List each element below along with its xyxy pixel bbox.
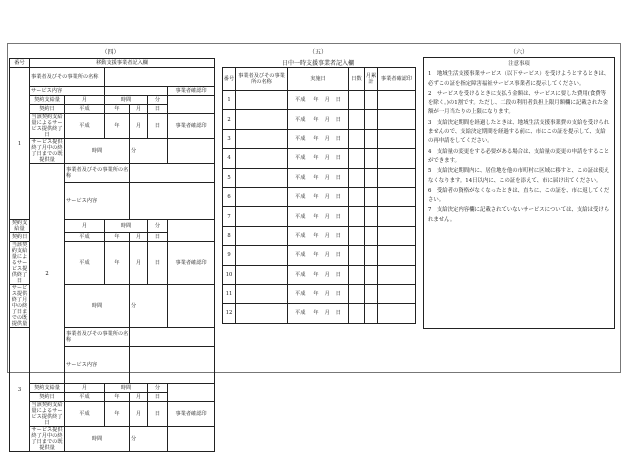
month-label: 月 <box>324 213 330 220</box>
p2-col-no: 番号 <box>223 68 236 91</box>
hours-label: 時間 <box>65 139 130 164</box>
seal-cell <box>378 246 416 265</box>
minutes-label: 分 <box>130 427 168 452</box>
p2-col-seal: 事業者確認印 <box>378 68 416 91</box>
confirm-seal-label: 事業者確認印 <box>168 114 215 139</box>
year-label: 年 <box>313 252 319 259</box>
day-label: 日 <box>148 402 168 427</box>
day-label: 日 <box>335 271 341 278</box>
era-label: 平成 <box>295 213 306 220</box>
row-number: 2 <box>223 110 236 129</box>
hours-label: 時間 <box>65 285 130 328</box>
year-label: 年 <box>105 105 130 114</box>
col-no-header: 番号 <box>10 59 30 68</box>
provider-name-cell <box>130 328 215 347</box>
seal-cell <box>378 207 416 226</box>
service-content-cell <box>105 87 168 96</box>
row-number: 11 <box>223 284 236 303</box>
day-label: 日 <box>335 97 341 104</box>
day-label: 日 <box>335 174 341 181</box>
hours-label: 時間 <box>105 384 148 393</box>
era-label: 平成 <box>295 271 306 278</box>
confirm-seal-label: 事業者確認印 <box>168 87 215 96</box>
minutes-label: 分 <box>148 96 168 105</box>
provider-cell <box>236 91 288 110</box>
seal-cell <box>168 427 215 452</box>
provider-cell <box>236 304 288 323</box>
year-label: 年 <box>313 291 319 298</box>
panel1-heading: 移動支援事業者記入欄 <box>30 59 215 68</box>
era-label: 平成 <box>65 233 105 242</box>
year-label: 年 <box>105 233 130 242</box>
days-cell <box>349 91 365 110</box>
date-cell <box>288 284 349 303</box>
date-cell <box>288 226 349 245</box>
era-label: 平成 <box>295 174 306 181</box>
monthly-total-cell <box>365 284 378 303</box>
used-amount-label: サービス提供終了月中の終了日までの既提供量 <box>10 285 30 328</box>
row-number: 7 <box>223 207 236 226</box>
end-date-label: 当該契約支給量によるサービス提供終了日 <box>31 114 63 138</box>
note-item: 2 サービスを受けるときに支払う金額は、サービスに要した費用(食費等を除く。)の1割です。ただし、二段の利用者負担上限月額欄に記載された金額が一月当たりの上限になります。 <box>428 90 609 116</box>
hours-label: 時間 <box>105 96 148 105</box>
panel2-heading: 日中一時支援事業者記入欄 <box>281 60 354 67</box>
mon-label: 月 <box>130 105 148 114</box>
contract-date-label: 契約日 <box>30 393 65 402</box>
seal-cell <box>378 265 416 284</box>
seal-cell <box>378 129 416 148</box>
monthly-total-cell <box>365 265 378 284</box>
monthly-total-cell <box>365 110 378 129</box>
year-label: 年 <box>313 97 319 104</box>
days-cell <box>349 149 365 168</box>
date-cell <box>288 149 349 168</box>
provider-cell <box>236 187 288 206</box>
mon-label: 月 <box>130 393 148 402</box>
year-label: 年 <box>105 393 130 402</box>
day-label: 日 <box>148 114 168 139</box>
minutes-label: 分 <box>130 285 168 328</box>
row-number: 3 <box>223 129 236 148</box>
era-label: 平成 <box>295 310 306 317</box>
seal-cell <box>168 139 215 164</box>
month-label: 月 <box>324 310 330 317</box>
monthly-total-cell <box>365 168 378 187</box>
row-number: 4 <box>223 149 236 168</box>
service-content-cell <box>130 183 215 220</box>
year-label: 年 <box>313 174 319 181</box>
year-label: 年 <box>313 213 319 220</box>
seal-cell <box>168 285 215 328</box>
panel2-page-label: （五） <box>308 49 327 56</box>
year-label: 年 <box>313 232 319 239</box>
monthly-total-cell <box>365 149 378 168</box>
date-cell <box>288 207 349 226</box>
date-cell <box>288 168 349 187</box>
seal-cell <box>378 187 416 206</box>
confirm-seal-label: 事業者確認印 <box>168 242 215 285</box>
provider-cell <box>236 265 288 284</box>
monthly-total-cell <box>365 226 378 245</box>
service-content-label: サービス内容 <box>30 87 105 96</box>
p2-col-date: 実施日 <box>288 68 349 91</box>
day-label: 日 <box>335 135 341 142</box>
note-item: 1 地域生活支援事業サービス（以下サービス）を受けようとするときは、必ずこの証を指定障害福祉サービス事業者に提示してください。 <box>428 71 610 87</box>
month-label: 月 <box>65 384 105 393</box>
days-cell <box>349 129 365 148</box>
entry-number: 1 <box>10 68 30 220</box>
era-label: 平成 <box>295 252 306 259</box>
p2-col-provider: 事業者及びその事業所の名称 <box>236 68 288 91</box>
year-label: 年 <box>105 114 130 139</box>
minutes-label: 分 <box>130 139 168 164</box>
day-label: 日 <box>335 291 341 298</box>
month-label: 月 <box>324 97 330 104</box>
era-label: 平成 <box>295 155 306 162</box>
seal-cell <box>378 149 416 168</box>
era-label: 平成 <box>65 242 105 285</box>
date-cell <box>288 187 349 206</box>
year-label: 年 <box>313 155 319 162</box>
note-item: 3 支給決定期間を経過したときは、地域生活支援事業費の支給を受けられませんので、支給決定期間を経過する前に、市にこの証を提示して、支給の再申請をしてください。 <box>428 119 610 145</box>
service-content-cell <box>130 347 215 384</box>
month-label: 月 <box>324 135 330 142</box>
day-label: 日 <box>335 116 341 123</box>
row-number: 8 <box>223 226 236 245</box>
era-label: 平成 <box>65 402 105 427</box>
entry-number: 2 <box>30 164 65 384</box>
provider-name-cell <box>105 68 215 87</box>
provider-cell <box>236 149 288 168</box>
p2-col-monthly: 月累計 <box>365 68 378 91</box>
month-label: 月 <box>324 252 330 259</box>
date-cell <box>288 246 349 265</box>
seal-cell <box>378 304 416 323</box>
era-label: 平成 <box>295 97 306 104</box>
seal-cell <box>378 226 416 245</box>
contract-amount-label: 契約支給量 <box>10 220 30 233</box>
hours-label: 時間 <box>105 220 148 233</box>
day-label: 日 <box>148 242 168 285</box>
entry-number: 3 <box>10 328 30 452</box>
month-label: 月 <box>324 232 330 239</box>
row-number: 10 <box>223 265 236 284</box>
provider-cell <box>236 129 288 148</box>
contract-date-label: 契約日 <box>10 233 30 242</box>
mon-label: 月 <box>130 233 148 242</box>
panel2-table <box>222 67 416 324</box>
day-label: 日 <box>335 310 341 317</box>
day-label: 日 <box>335 213 341 220</box>
era-label: 平成 <box>65 114 105 139</box>
day-label: 日 <box>335 252 341 259</box>
contract-amount-label: 契約支給量 <box>30 384 65 393</box>
seal-cell <box>168 96 215 114</box>
contract-date-label: 契約日 <box>30 105 65 114</box>
month-label: 月 <box>324 174 330 181</box>
p2-col-days: 日数 <box>349 68 365 91</box>
notes-box <box>423 57 615 329</box>
days-cell <box>349 226 365 245</box>
mon-label: 月 <box>130 114 148 139</box>
days-cell <box>349 207 365 226</box>
date-cell <box>288 129 349 148</box>
row-number: 6 <box>223 187 236 206</box>
monthly-total-cell <box>365 246 378 265</box>
seal-cell <box>168 220 215 242</box>
mon-label: 月 <box>130 402 148 427</box>
day-label: 日 <box>335 194 341 201</box>
date-cell <box>288 110 349 129</box>
seal-cell <box>168 384 215 402</box>
date-cell <box>288 304 349 323</box>
month-label: 月 <box>65 220 105 233</box>
provider-cell <box>236 284 288 303</box>
month-label: 月 <box>65 96 105 105</box>
hours-label: 時間 <box>65 427 130 452</box>
year-label: 年 <box>105 242 130 285</box>
month-label: 月 <box>324 271 330 278</box>
mon-label: 月 <box>130 242 148 285</box>
date-cell <box>288 265 349 284</box>
row-number: 12 <box>223 304 236 323</box>
provider-cell <box>236 207 288 226</box>
monthly-total-cell <box>365 91 378 110</box>
provider-cell <box>236 246 288 265</box>
day-label: 日 <box>148 393 168 402</box>
notes-heading: 注意事項 <box>508 61 530 67</box>
provider-cell <box>236 226 288 245</box>
days-cell <box>349 246 365 265</box>
confirm-seal-label: 事業者確認印 <box>168 402 215 427</box>
days-cell <box>349 168 365 187</box>
seal-cell <box>378 91 416 110</box>
provider-name-cell <box>130 164 215 183</box>
seal-cell <box>378 110 416 129</box>
days-cell <box>349 304 365 323</box>
panel1-table <box>9 58 215 452</box>
minutes-label: 分 <box>148 384 168 393</box>
provider-cell <box>236 168 288 187</box>
monthly-total-cell <box>365 304 378 323</box>
used-amount-label: サービス提供終了月中の終了日までの既提供量 <box>31 427 63 451</box>
month-label: 月 <box>324 155 330 162</box>
day-label: 日 <box>335 155 341 162</box>
days-cell <box>349 110 365 129</box>
seal-cell <box>378 284 416 303</box>
provider-cell <box>236 110 288 129</box>
end-date-label: 当該契約支給量によるサービス提供終了日 <box>10 242 30 285</box>
panel1-page-label: （四） <box>101 49 120 56</box>
row-number: 5 <box>223 168 236 187</box>
note-item: 7 支給決定内容欄に記載されていないサービスについては、支給は受けられません。 <box>428 207 610 223</box>
era-label: 平成 <box>295 194 306 201</box>
day-label: 日 <box>335 232 341 239</box>
monthly-total-cell <box>365 129 378 148</box>
minutes-label: 分 <box>148 220 168 233</box>
era-label: 平成 <box>65 105 105 114</box>
monthly-total-cell <box>365 207 378 226</box>
day-label: 日 <box>148 233 168 242</box>
days-cell <box>349 284 365 303</box>
used-amount-label: サービス提供終了月中の終了日までの既提供量 <box>31 139 63 163</box>
provider-name-label: 事業者及びその事業所の名称 <box>65 328 130 347</box>
month-label: 月 <box>324 291 330 298</box>
era-label: 平成 <box>65 393 105 402</box>
service-content-label: サービス内容 <box>65 347 130 384</box>
month-label: 月 <box>324 194 330 201</box>
year-label: 年 <box>313 194 319 201</box>
notes-list <box>428 70 610 225</box>
seal-cell <box>378 168 416 187</box>
contract-amount-label: 契約支給量 <box>30 96 65 105</box>
day-label: 日 <box>148 105 168 114</box>
year-label: 年 <box>313 271 319 278</box>
days-cell <box>349 265 365 284</box>
provider-name-label: 事業者及びその事業所の名称 <box>30 68 105 87</box>
days-cell <box>349 187 365 206</box>
era-label: 平成 <box>295 116 306 123</box>
era-label: 平成 <box>295 232 306 239</box>
month-label: 月 <box>324 116 330 123</box>
year-label: 年 <box>313 116 319 123</box>
year-label: 年 <box>313 310 319 317</box>
note-item: 4 支給量の変更をする必要がある場合は、支給量の変更の申請をすることができます。 <box>428 148 610 164</box>
year-label: 年 <box>313 135 319 142</box>
monthly-total-cell <box>365 187 378 206</box>
end-date-label: 当該契約支給量によるサービス提供終了日 <box>31 402 63 426</box>
era-label: 平成 <box>295 291 306 298</box>
date-cell <box>288 91 349 110</box>
note-item: 6 受給者の資格がなくなったときは、直ちに、この証を、市に返してください。 <box>428 187 610 204</box>
panel3-page-label: （六） <box>509 49 528 56</box>
note-item: 5 支給決定期間内に、居住地を他の市町村に区域に移すと、この証は使えなくなります。14日以内に、この証を添えて、市に届け出てください。 <box>428 168 610 184</box>
row-number: 9 <box>223 246 236 265</box>
year-label: 年 <box>105 402 130 427</box>
service-content-label: サービス内容 <box>65 183 130 220</box>
era-label: 平成 <box>295 135 306 142</box>
row-number: 1 <box>223 91 236 110</box>
provider-name-label: 事業者及びその事業所の名称 <box>65 164 130 183</box>
